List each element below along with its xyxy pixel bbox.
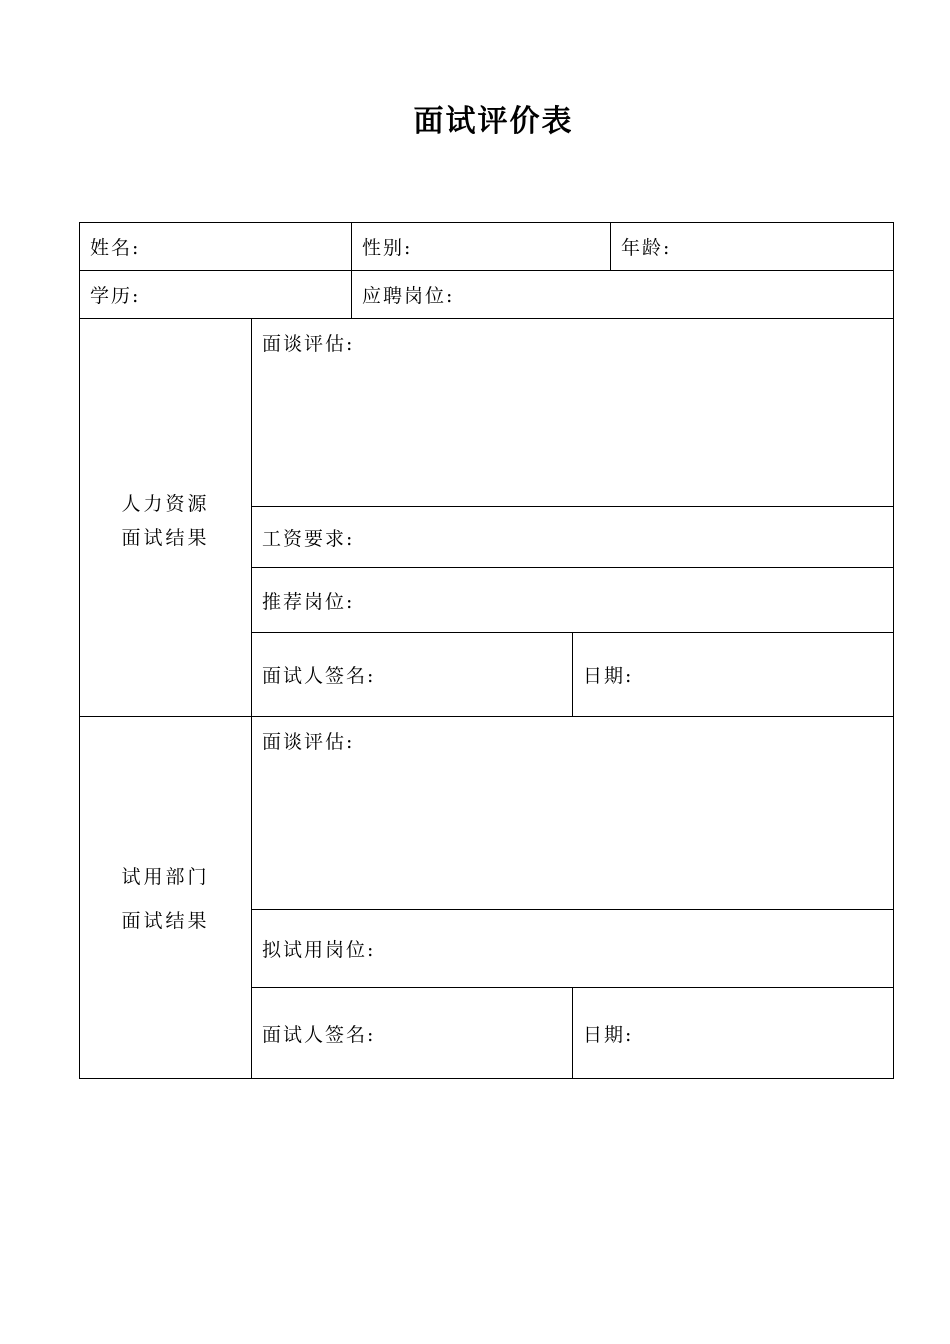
dept-date-field[interactable] bbox=[573, 988, 893, 1078]
salary-requirement-label: 工资要求: bbox=[262, 527, 355, 550]
education-field[interactable] bbox=[80, 271, 352, 319]
hr-label-line1: 人力资源 bbox=[121, 493, 210, 515]
dept-date-label: 日期: bbox=[583, 1023, 634, 1046]
gender-label: 性别: bbox=[362, 237, 413, 259]
dept-section-label bbox=[80, 717, 252, 1078]
hr-interviewer-signature-field[interactable] bbox=[252, 633, 573, 717]
name-label: 姓名: bbox=[90, 237, 141, 259]
proposed-position-field[interactable] bbox=[252, 910, 893, 988]
hr-label-line2: 面试结果 bbox=[121, 527, 210, 549]
recommended-position-label: 推荐岗位: bbox=[262, 590, 355, 613]
dept-interview-assessment-field[interactable] bbox=[252, 717, 893, 910]
dept-interviewer-signature-label: 面试人签名: bbox=[262, 1023, 376, 1046]
education-label: 学历: bbox=[90, 285, 141, 307]
evaluation-form-table bbox=[79, 222, 894, 1079]
name-field[interactable] bbox=[80, 223, 352, 271]
position-applied-label: 应聘岗位: bbox=[362, 285, 455, 307]
age-label: 年龄: bbox=[621, 237, 672, 259]
hr-interview-assessment-label: 面谈评估: bbox=[262, 333, 355, 355]
hr-date-field[interactable] bbox=[573, 633, 893, 717]
gender-field[interactable] bbox=[352, 223, 611, 271]
dept-label-line1: 试用部门 bbox=[121, 866, 210, 888]
hr-section-label bbox=[80, 319, 252, 717]
page-title: 面试评价表 bbox=[413, 104, 574, 139]
hr-interviewer-signature-label: 面试人签名: bbox=[262, 665, 376, 687]
hr-date-label: 日期: bbox=[583, 665, 634, 687]
age-field[interactable] bbox=[611, 223, 893, 271]
hr-interview-assessment-field[interactable] bbox=[252, 319, 893, 507]
position-applied-field[interactable] bbox=[352, 271, 893, 319]
dept-label-line2: 面试结果 bbox=[121, 910, 210, 932]
recommended-position-field[interactable] bbox=[252, 568, 893, 633]
salary-requirement-field[interactable] bbox=[252, 507, 893, 568]
dept-interview-assessment-label: 面谈评估: bbox=[262, 731, 355, 753]
dept-interviewer-signature-field[interactable] bbox=[252, 988, 573, 1078]
proposed-position-label: 拟试用岗位: bbox=[262, 939, 376, 961]
